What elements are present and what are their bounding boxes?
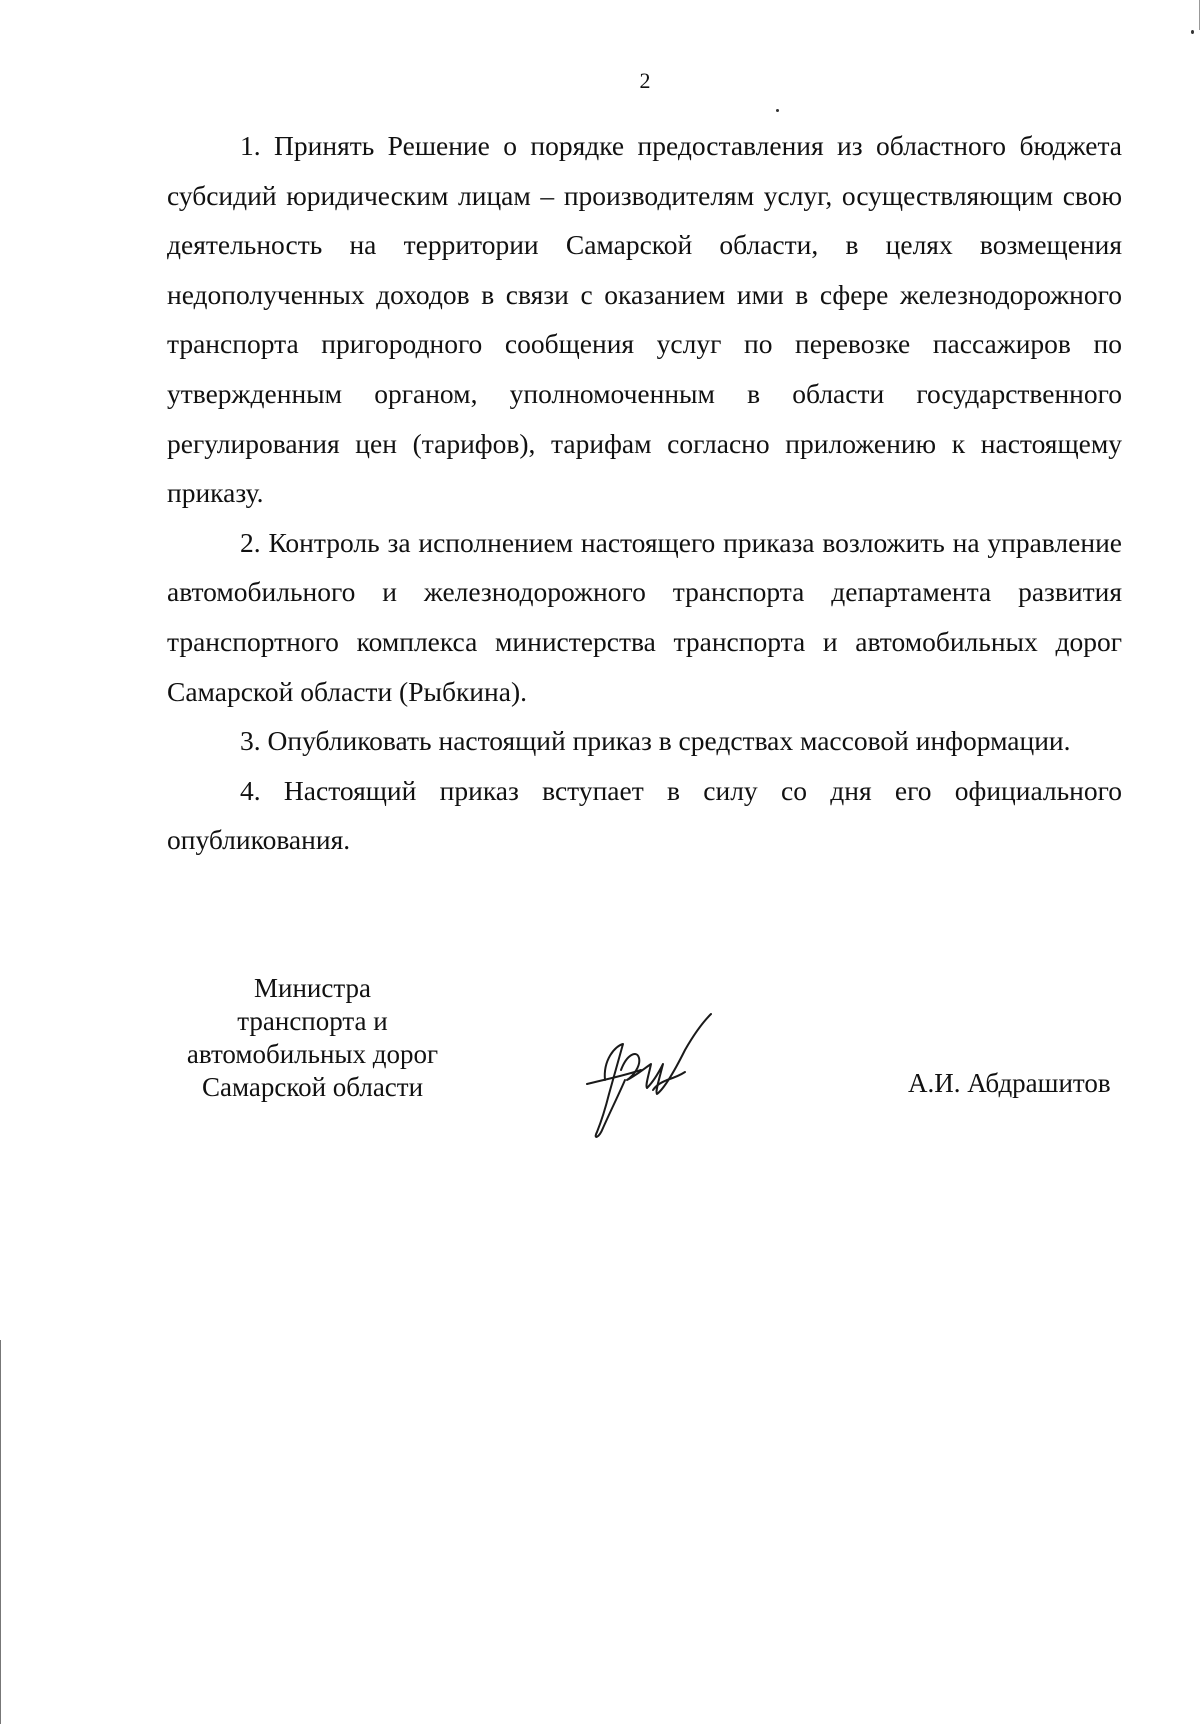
position-line: транспорта и bbox=[237, 1006, 388, 1036]
page-number: 2 bbox=[639, 68, 651, 93]
paragraph-2: 2. Контроль за исполнением настоящего приказа возложить на управление автомобильного и железнодорожного транспорта департамента развития транспортного комплекса министерства транспорта и автомобильных дорог Самарской области (Рыбкина). bbox=[167, 526, 1122, 707]
position-line: автомобильных дорог bbox=[186, 1039, 439, 1069]
position-line: Самарской области bbox=[201, 1072, 424, 1102]
scan-edge-line bbox=[0, 1340, 1, 1724]
handwritten-signature-icon bbox=[575, 1010, 725, 1150]
position-line: Министра bbox=[254, 973, 371, 1003]
document-body bbox=[167, 121, 1122, 865]
paragraph-1: 1. Принять Решение о порядке предоставления из областного бюджета субсидий юридическим лицам – производителям услуг, осуществляющим свою деятельность на территории Самарской области, в целях возмещения недополученных доходов в связи с оказанием ими в сфере железнодорожного транспорта пригородного сообщения услуг по перевозке пассажиров по утвержденным органом, уполномоченным в области государственного регулирования цен (тарифов), тарифам согласно приложению к настоящему приказу. bbox=[167, 130, 1122, 509]
signatory-position bbox=[150, 972, 475, 1104]
paragraph-4: 4. Настоящий приказ вступает в силу со дня его официального опубликования. bbox=[167, 774, 1122, 856]
scan-speck bbox=[776, 109, 779, 112]
paragraph-3: 3. Опубликовать настоящий приказ в средствах массовой информации. bbox=[240, 725, 1071, 757]
scan-speck bbox=[1191, 30, 1194, 34]
signer-name: А.И. Абдрашитов bbox=[908, 1068, 1111, 1098]
